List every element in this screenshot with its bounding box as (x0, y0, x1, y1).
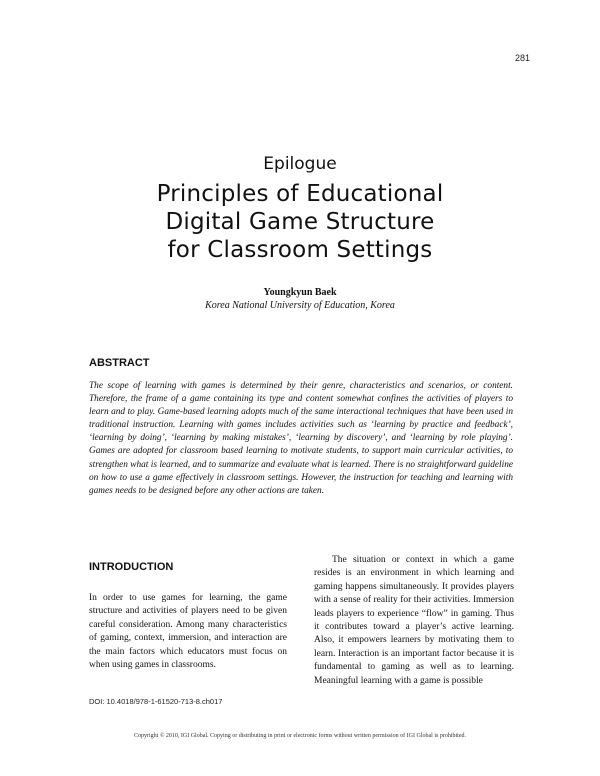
title-block (0, 154, 600, 264)
abstract-text: The scope of learning with games is determined by their genre, characteristics and scenarios, or content. Therefore, the frame of a game containing its type and content somewhat confines the activities of players to learn and to play. Game-based learning adopts much of the same interactional techniques that have been used in traditional instruction. Learning with games includes activities such as ‘learning by practice and feedback’, ‘learning by doing’, ‘learning by making mistakes’, ‘learning by discovery’, and ‘learning by role playing’. Games are adopted for classroom based learning to motivate students, to support main curricular activities, to strengthen what is learned, and to summarize and evaluate what is learned. There is no straightforward guideline on how to use a game effectively in classroom settings. However, the instruction for teaching and learning with games needs to be designed before any other actions are taken. (89, 381, 513, 496)
chapter-label: Epilogue (263, 154, 337, 174)
doi-line: DOI: 10.4018/978-1-61520-713-8.ch017 (89, 697, 223, 706)
author-affiliation: Korea National University of Education, Korea (205, 300, 395, 311)
author-block (0, 286, 600, 312)
copyright-notice: Copyright © 2010, IGI Global. Copying or distributing in print or electronic forms without written permission of IGI Global is prohibited. (133, 733, 466, 739)
author-name: Youngkyun Baek (263, 287, 337, 298)
introduction-left-column: In order to use games for learning, the game structure and activities of players need to be given careful consideration. Among many characteristics of gaming, context, immersion, and interaction are the main factors which educators must focus on when using games in classrooms. (89, 593, 287, 671)
chapter-title (0, 180, 600, 264)
introduction-heading: INTRODUCTION (89, 561, 174, 573)
chapter-title-line: Principles of Educational (156, 181, 444, 207)
page-number: 281 (514, 53, 530, 63)
chapter-title-line: Digital Game Structure (165, 209, 435, 235)
abstract-heading: ABSTRACT (89, 357, 150, 369)
chapter-title-line: for Classroom Settings (167, 237, 433, 263)
introduction-right-column: The situation or context in which a game resides is an environment in which learning and gaming happens simultaneously. It provides players with a sense of reality for their activities. Immersion leads players to experience “flow” in gaming. Thus it contributes toward a player’s active learning. Also, it empowers learners by motivating them to learn. Interaction is an important factor because it is fundamental to gaming as well as to learning. Meaningful learning with a game is possible (314, 555, 514, 686)
